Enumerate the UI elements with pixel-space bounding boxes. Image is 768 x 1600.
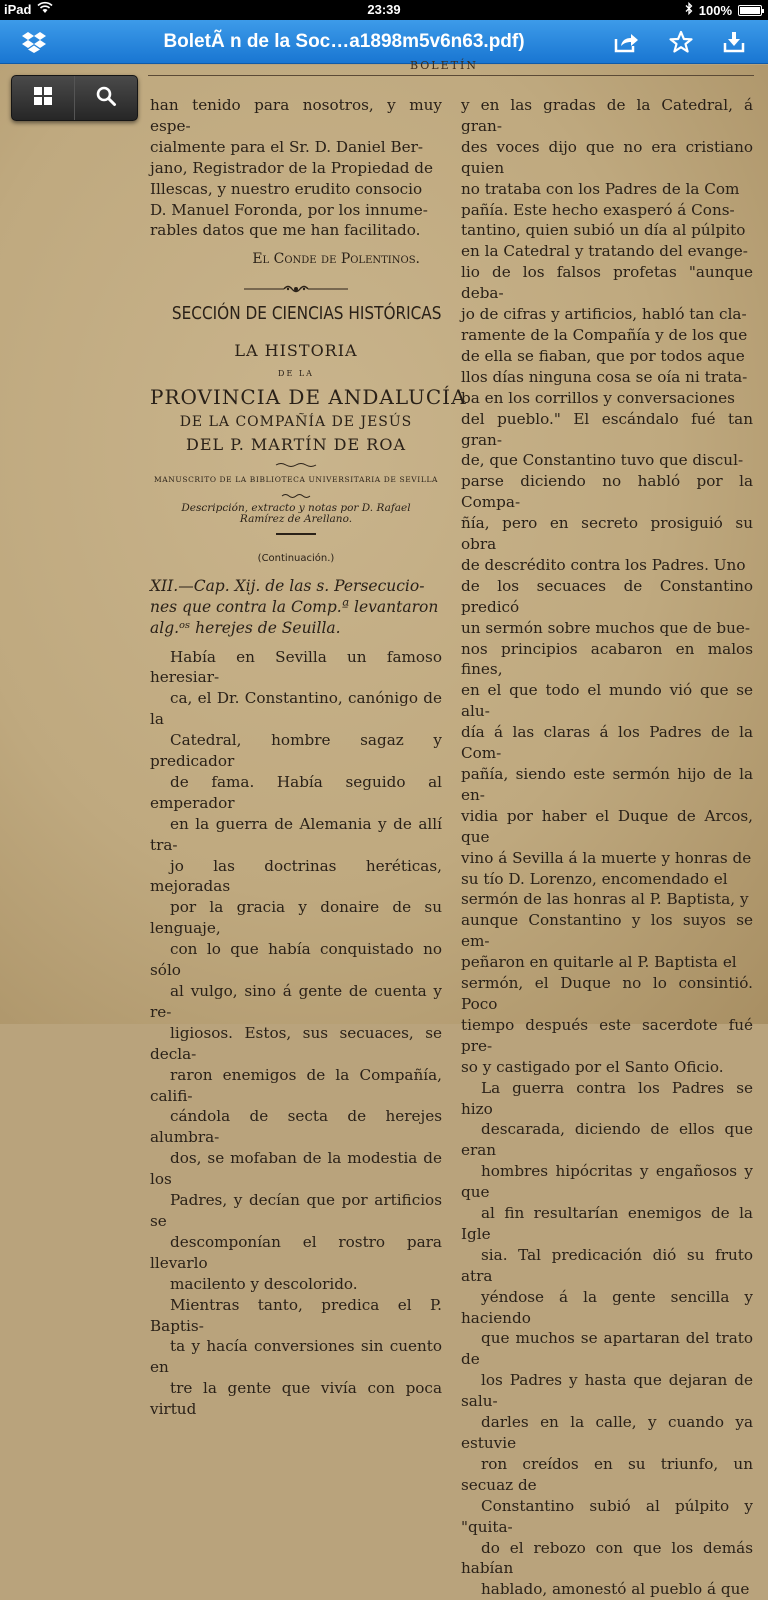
section-title: SECCIÓN DE CIENCIAS HISTÓRICAS xyxy=(171,303,442,325)
title-la-historia: LA HISTORIA xyxy=(234,341,358,361)
description-line-2: Ramírez de Arellano. xyxy=(239,512,353,525)
floating-toolbar xyxy=(11,75,138,121)
paragraph-guerra xyxy=(461,1078,753,1600)
text-line: los Padres y hasta que dejaran de salu- xyxy=(461,1371,753,1411)
text-line: cándola de secta de herejes alumbra- xyxy=(150,1107,442,1147)
text-line: pañía. Este hecho exasperó á Cons- xyxy=(461,200,735,219)
text-line: peñaron en quitarle al P. Baptista el xyxy=(461,953,737,972)
text-line: al fin resultarían enemigos de la Igle xyxy=(461,1204,753,1243)
header-rule xyxy=(148,75,754,76)
text-line: do el rebozo con que los demás habían xyxy=(461,1538,753,1578)
text-line: día á las claras á los Padres de la Com- xyxy=(461,723,753,763)
text-line: ramente de la Compañía y de los que xyxy=(461,325,748,344)
text-line: tiempo después este sacerdote fué pre- xyxy=(461,1015,753,1055)
signature: El Conde de Polentinos. xyxy=(252,251,420,268)
text-line: hombres hipócritas y engañosos y que xyxy=(461,1162,753,1202)
manuscript-source: MANUSCRITO DE LA BIBLIOTECA UNIVERSITARIA DE SEVILLA xyxy=(153,474,439,484)
text-line: llos días ninguna cosa se oía ni trata- xyxy=(461,367,748,386)
text-line: que muchos se apartaran del trato de xyxy=(461,1329,753,1369)
share-icon[interactable] xyxy=(612,28,640,56)
text-line: jano, Registrador de la Propiedad de xyxy=(150,158,434,177)
bluetooth-icon xyxy=(685,2,693,18)
text-line: ligiosos. Estos, sus secuaces, se decla- xyxy=(150,1023,442,1063)
status-time: 23:39 xyxy=(367,2,401,17)
text-line: XII.—Cap. Xij. de las s. Persecucio- xyxy=(150,576,425,595)
text-line: tre la gente que vivía con poca virtud xyxy=(150,1379,442,1419)
title-author: DEL P. MARTÍN DE ROA xyxy=(185,434,406,454)
text-line: parse diciendo no habló por la Compa- xyxy=(461,472,753,512)
text-line: jo de cifras y artificios, habló tan cla- xyxy=(461,305,747,324)
text-line: lio de los falsos profetas "aunque deba- xyxy=(461,263,753,303)
text-line: ñía, pero en secreto prosiguió su obra xyxy=(461,514,753,554)
text-line: vino á Sevilla á la muerte y honras de xyxy=(461,848,752,867)
text-line: al vulgo, sino á gente de cuenta y re- xyxy=(150,982,442,1021)
short-rule xyxy=(276,533,316,535)
text-line: Illescas, y nuestro erudito consocio xyxy=(150,179,423,198)
text-line: aunque Constantino y los suyos se em- xyxy=(461,911,753,951)
text-line: de los secuaces de Constantino predicó xyxy=(461,576,753,616)
text-line: en la guerra de Alemania y de allí tra- xyxy=(150,814,442,854)
text-line: tantino, quien subió un día al púlpito xyxy=(461,221,746,240)
text-line: un sermón sobre muchos que de bue- xyxy=(461,618,751,637)
text-line: macilento y descolorido. xyxy=(170,1274,358,1293)
text-line: hablado, amonestó al pueblo á que xyxy=(481,1580,750,1599)
left-column xyxy=(150,95,467,1420)
text-line: cialmente para el Sr. D. Daniel Ber- xyxy=(150,137,423,156)
battery-label: 100% xyxy=(698,2,732,18)
running-head xyxy=(150,59,752,73)
description-line-1: Descripción, extracto y notas por D. Rafael xyxy=(181,501,411,514)
text-line: en la Catedral y tratando del evange- xyxy=(461,242,748,261)
title-de-la: DE LA xyxy=(278,369,314,379)
text-line: alg.ᵒˢ herejes de Seuilla. xyxy=(150,618,341,637)
text-line: su tío D. Lorenzo, encomendado el xyxy=(461,869,728,888)
search-icon xyxy=(96,86,116,110)
text-line: Había en Sevilla un famoso heresiar- xyxy=(150,647,442,687)
text-line: de, que Constantino tuvo que discul- xyxy=(461,451,744,470)
text-line: dos, se mofaban de la modestia de los xyxy=(150,1149,442,1189)
text-line: descomponían el rostro para llevarlo xyxy=(150,1232,442,1272)
text-line: de descrédito contra los Padres. Uno xyxy=(461,555,746,574)
text-line: ron creídos en su triunfo, un secuaz de xyxy=(461,1454,753,1494)
text-line: de ella se fiaban, que por todos aque xyxy=(461,346,745,365)
download-icon[interactable] xyxy=(720,28,748,56)
paragraph-gradas xyxy=(461,95,753,1078)
dropbox-icon[interactable] xyxy=(20,28,48,56)
chapter-heading xyxy=(150,576,442,639)
text-line: ba en los corrillos y conversaciones xyxy=(461,388,735,407)
text-line: ta y hacía conversiones sin cuento en xyxy=(150,1337,442,1377)
star-icon[interactable] xyxy=(667,28,695,56)
text-line: con lo que había conquistado no sólo xyxy=(150,940,442,980)
text-line: vidia por haber el Duque de Arcos, que xyxy=(461,806,753,846)
text-line: Constantino subió al púlpito y "quita- xyxy=(461,1496,753,1536)
pdf-page[interactable] xyxy=(0,59,768,1599)
text-line: La guerra contra los Padres se hizo xyxy=(461,1078,753,1118)
nav-bar xyxy=(0,20,768,64)
paragraph-mientras xyxy=(150,1295,442,1420)
continuation-note: (Continuación.) xyxy=(257,552,335,564)
status-right xyxy=(685,2,762,18)
title-compania: DE LA COMPAÑÍA DE JESÚS xyxy=(179,413,413,430)
text-line: Padres, y decían que por artificios se xyxy=(150,1191,442,1230)
text-line: y en las gradas de la Catedral, á gran- xyxy=(461,96,753,135)
document-title: BoletÃ n de la Soc…a1898m5v6n63.pdf) xyxy=(163,31,525,52)
status-bar xyxy=(0,0,768,20)
text-line: por la gracia y donaire de su lenguaje, xyxy=(150,898,442,938)
intro-paragraph xyxy=(150,95,442,241)
right-column xyxy=(461,95,753,1600)
text-line: nos principios acabaron en malos fines, xyxy=(461,639,753,679)
text-line: darles en la calle, y cuando ya estuvie xyxy=(461,1413,753,1452)
text-line: raron enemigos de la Compañía, califi- xyxy=(150,1065,442,1105)
text-line: ca, el Dr. Constantino, canónigo de la xyxy=(150,689,442,729)
running-head-text: BOLETÍN xyxy=(410,59,478,72)
text-line: han tenido para nosotros, y muy espe- xyxy=(150,96,442,135)
device-label: iPad xyxy=(4,2,32,17)
text-line: yéndose á la gente sencilla y haciendo xyxy=(461,1287,753,1327)
text-line: D. Manuel Foronda, por los innume- xyxy=(150,200,428,219)
text-line: Mientras tanto, predica el P. Baptis- xyxy=(150,1295,442,1335)
title-provincia: PROVINCIA DE ANDALUCÍA xyxy=(150,384,467,409)
ornament-divider xyxy=(150,284,442,294)
text-line: sermón de las honras al P. Baptista, y xyxy=(461,890,749,909)
text-line: sermón, el Duque no lo consintió. Poco xyxy=(461,974,753,1013)
text-line: no trataba con los Padres de la Com xyxy=(461,179,740,198)
text-line: so y castigado por el Santo Oficio. xyxy=(461,1057,724,1076)
text-line: de fama. Había seguido al emperador xyxy=(150,772,442,812)
grid-icon xyxy=(34,87,52,109)
text-line: Catedral, hombre sagaz y predicador xyxy=(150,731,442,771)
wavy-divider-small xyxy=(150,493,442,499)
text-line: pañía, siendo este sermón hijo de la en- xyxy=(461,765,753,804)
paragraph-constantino xyxy=(150,647,442,1295)
text-line: sia. Tal predicación dió su fruto atra xyxy=(461,1245,753,1285)
grid-view-button[interactable] xyxy=(12,76,74,120)
text-line: jo las doctrinas heréticas, mejoradas xyxy=(150,856,442,896)
text-line: des voces dijo que no era cristiano quien xyxy=(461,137,753,177)
battery-icon xyxy=(738,5,762,16)
text-line: rables datos que me han facilitado. xyxy=(150,221,421,240)
text-line: descarada, diciendo de ellos que eran xyxy=(461,1120,753,1160)
text-line: del pueblo." El escándalo fué tan gran- xyxy=(461,409,753,449)
search-button[interactable] xyxy=(75,76,137,120)
battery-fill xyxy=(740,7,760,14)
wavy-divider xyxy=(150,462,442,468)
text-line: nes que contra la Comp.ª levantaron xyxy=(150,597,439,616)
text-line: en el que todo el mundo vió que se alu- xyxy=(461,681,753,721)
